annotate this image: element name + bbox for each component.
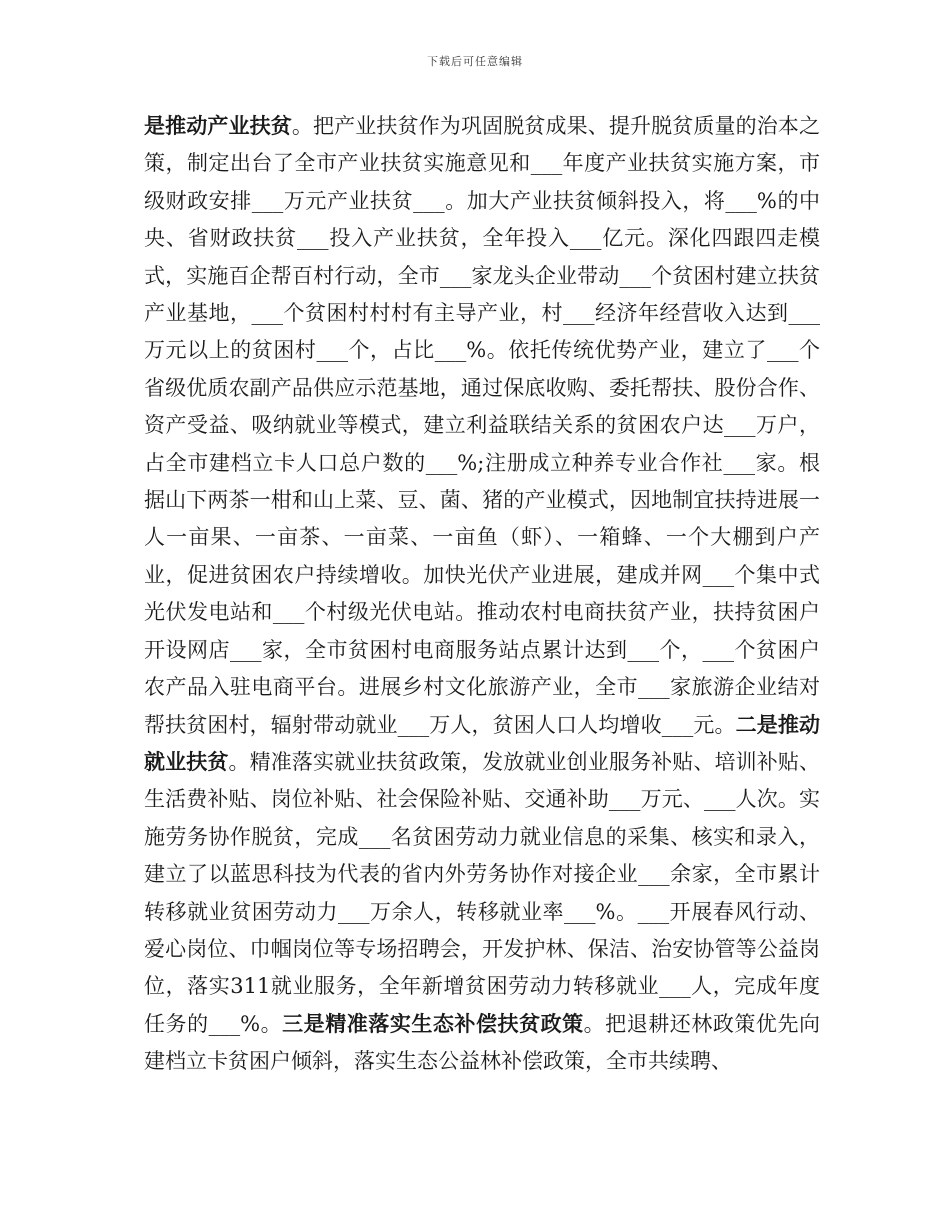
section-text-ecology: 。把退耕还林政策优先向建档立卡贫困户倾斜，落实生态公益林补偿政策，全市共续聘、 (144, 1011, 820, 1074)
section-text-industry: 。把产业扶贫作为巩固脱贫成果、提升脱贫质量的治本之策，制定出台了全市产业扶贫实施意见和___年度产业扶贫实施方案，市级财政安排___万元产业扶贫___。加大产业扶贫倾斜投入，将___%的中央、省财政扶贫___投入产业扶贫，全年投入___亿元。深化四跟四走模式，实施百企帮百村行动，全市___家龙头企业带动___个贫困村建立扶贫产业基地，___个贫困村村村有主导产业，村___经济年经营收入达到___万元以上的贫困村___个，占比___%。依托传统优势产业，建立了___个省级优质农副产品供应示范基地，通过保底收购、委托帮扶、股份合作、资产受益、吸纳就业等模式，建立利益联结关系的贫困农户达___万户，占全市建档立卡人口总户数的___%;注册成立种养专业合作社___家。根据山下两茶一柑和山上菜、豆、菌、猪的产业模式，因地制宜扶持进展一人一亩果、一亩茶、一亩菜、一亩鱼（虾）、一箱蜂、一个大棚到户产业，促进贫困农户持续增收。加快光伏产业进展，建成并网___个集中式光伏发电站和___个村级光伏电站。推动农村电商扶贫产业，扶持贫困户开设网店___家，全市贫困村电商服务站点累计达到___个，___个贫困户农产品入驻电商平台。进展乡村文化旅游产业，全市___家旅游企业结对帮扶贫困村，辐射带动就业___万人，贫困人口人均增收___元。 (144, 114, 821, 737)
section-heading-industry: 是推动产业扶贫 (144, 114, 292, 138)
body-paragraph (144, 108, 820, 1081)
section-heading-employment: 二是推动就业扶贫 (144, 712, 821, 774)
section-text-employment: 。精准落实就业扶贫政策，发放就业创业服务补贴、培训补贴、生活费补贴、岗位补贴、社会保险补贴、交通补助___万元、___人次。实施劳务协作脱贫，完成___名贫困劳动力就业信息的采集、核实和录入，建立了以蓝思科技为代表的省内外劳务协作对接企业___余家，全市累计转移就业贫困劳动力___万余人，转移就业率___%。___开展春风行动、爱心岗位、巾帼岗位等专场招聘会，开发护林、保洁、治安协管等公益岗位，落实311就业服务，全年新增贫困劳动力转移就业___人，完成年度任务的___%。 (144, 749, 821, 1036)
page-header: 下载后可任意编辑 (427, 55, 523, 68)
section-heading-ecology: 三是精准落实生态补偿扶贫政策 (282, 1011, 584, 1036)
